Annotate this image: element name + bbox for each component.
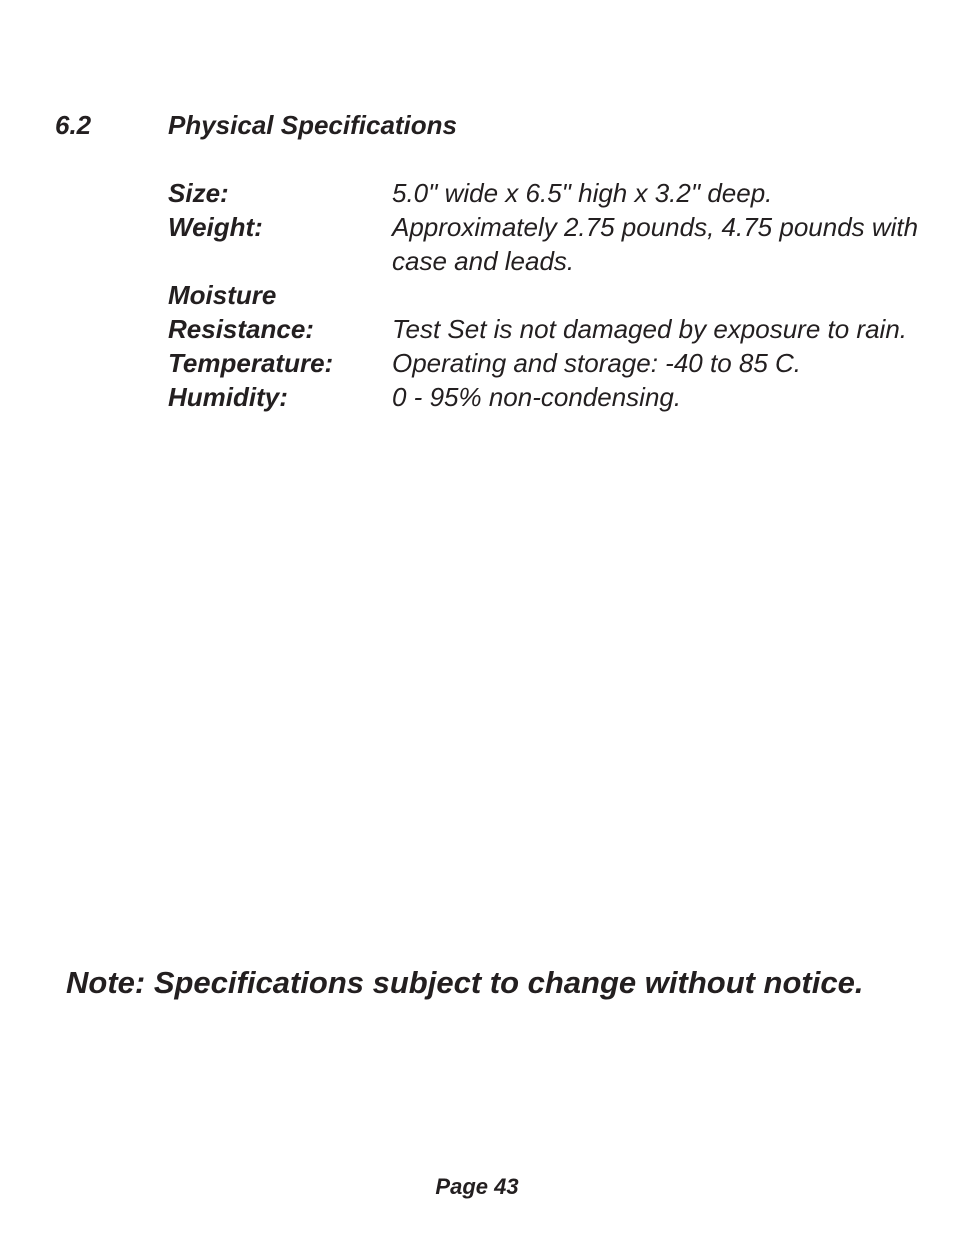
spec-value: 5.0" wide x 6.5" high x 3.2" deep.	[392, 178, 773, 208]
spec-row-moisture	[168, 278, 928, 312]
page-number: Page 43	[435, 1174, 519, 1199]
spec-value: Operating and storage: -40 to 85 C.	[392, 348, 802, 378]
spec-label: Humidity:	[168, 382, 288, 412]
note-text: Note: Specifications subject to change without notice.	[66, 965, 864, 1000]
spec-row-resistance	[168, 312, 928, 346]
spec-label: Resistance:	[168, 314, 314, 344]
spec-label: Temperature:	[168, 348, 334, 378]
section-title: Physical Specifications	[168, 110, 458, 140]
spec-value: Test Set is not damaged by exposure to rain.	[392, 314, 908, 344]
spec-label: Weight:	[168, 212, 263, 242]
spec-row-weight	[168, 210, 928, 278]
spec-table	[168, 176, 928, 414]
spec-value: 0 - 95% non-condensing.	[392, 382, 682, 412]
section-number: 6.2	[55, 110, 92, 140]
spec-label: Size:	[168, 178, 229, 208]
spec-row-temperature	[168, 346, 928, 380]
spec-value: Approximately 2.75 pounds, 4.75 pounds with case and leads.	[392, 212, 919, 276]
spec-label: Moisture	[168, 280, 277, 310]
spec-row-humidity	[168, 380, 928, 414]
spec-row-size	[168, 176, 928, 210]
